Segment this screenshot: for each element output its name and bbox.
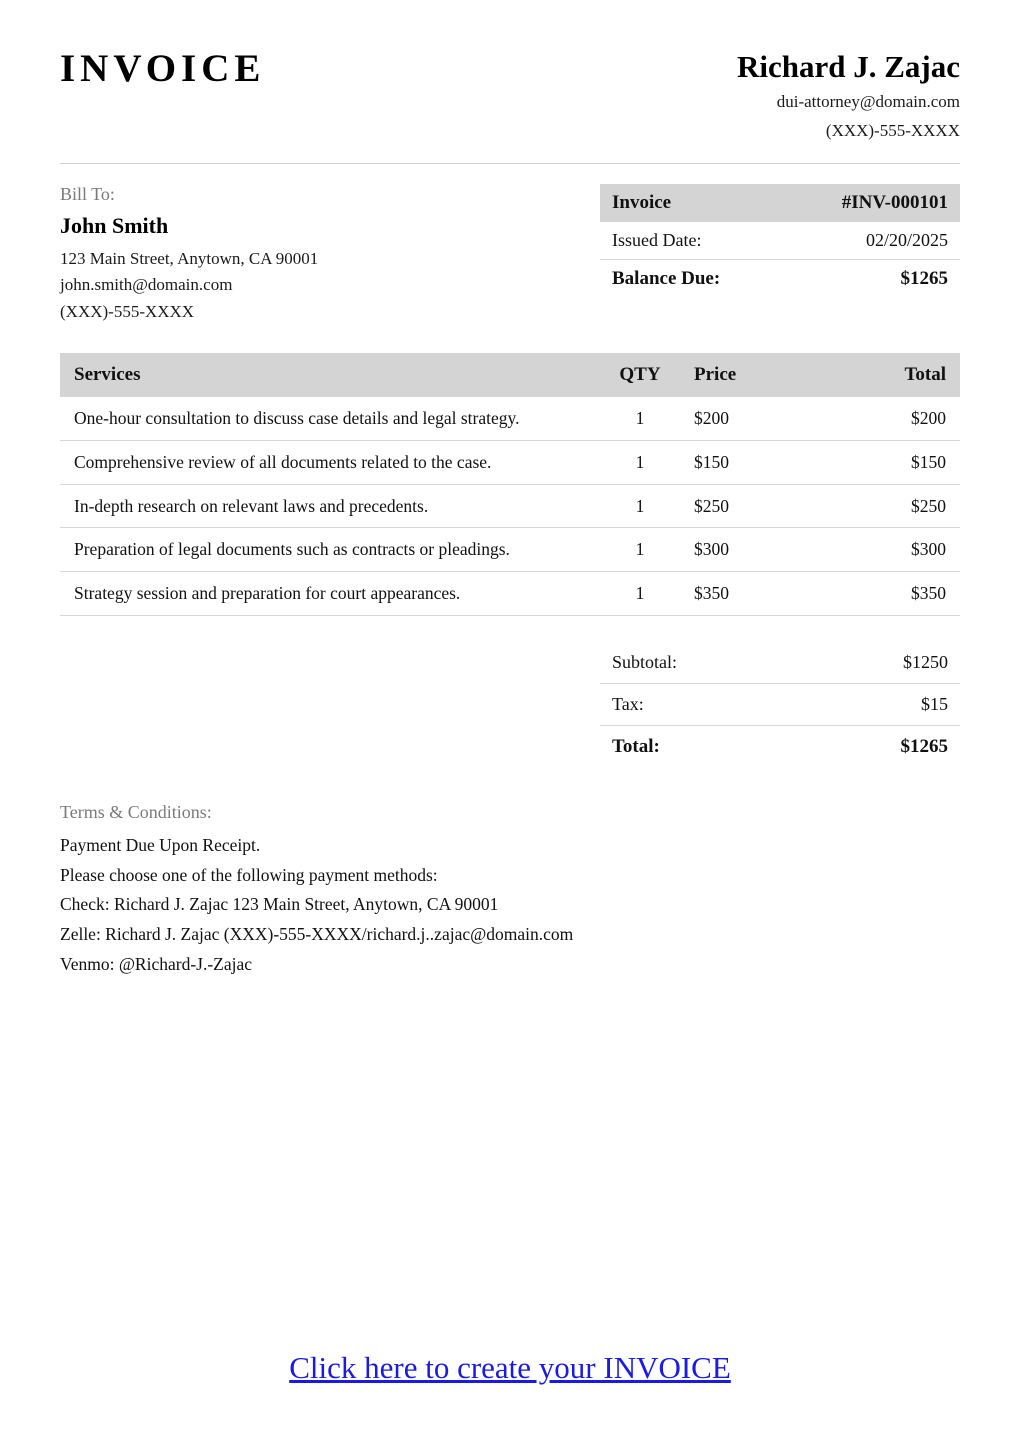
invoice-header — [60, 40, 960, 143]
invoice-label: Invoice — [612, 192, 672, 214]
issued-date-row — [600, 222, 960, 260]
table-row — [60, 440, 960, 484]
balance-due-row — [600, 260, 960, 298]
grand-total-label: Total: — [612, 735, 660, 757]
terms-line: Payment Due Upon Receipt. — [60, 834, 261, 855]
row-price: $300 — [680, 528, 800, 572]
terms-line: Zelle: Richard J. Zajac (XXX)-555-XXXX/richard.j..zajac@domain.com — [60, 924, 574, 945]
business-name: Richard J. Zajac — [736, 49, 960, 84]
tax-value: $15 — [921, 693, 948, 714]
tax-row — [600, 684, 960, 726]
row-total: $250 — [800, 484, 960, 528]
col-header-price: Price — [680, 353, 800, 397]
col-header-total: Total — [800, 353, 960, 397]
bill-and-meta — [60, 184, 960, 325]
row-price: $150 — [680, 440, 800, 484]
row-total: $200 — [800, 397, 960, 440]
invoice-number-row — [600, 184, 960, 222]
row-description: Comprehensive review of all documents related to the case. — [60, 440, 600, 484]
row-price: $200 — [680, 397, 800, 440]
subtotal-row — [600, 642, 960, 684]
row-description: Preparation of legal documents such as contracts or pleadings. — [60, 528, 600, 572]
row-qty: 1 — [600, 440, 680, 484]
invoice-meta-block — [600, 184, 960, 325]
totals-block — [600, 642, 960, 768]
subtotal-value: $1250 — [903, 651, 948, 672]
client-email: john.smith@domain.com — [60, 275, 233, 295]
row-qty: 1 — [600, 528, 680, 572]
page-title: INVOICE — [60, 47, 266, 90]
tax-label: Tax: — [612, 693, 644, 714]
row-qty: 1 — [600, 572, 680, 616]
balance-due-label: Balance Due: — [612, 268, 721, 290]
col-header-qty: QTY — [600, 353, 680, 397]
bill-to-block — [60, 184, 560, 325]
cta-container — [0, 1350, 1020, 1386]
subtotal-label: Subtotal: — [612, 651, 678, 672]
table-row — [60, 572, 960, 616]
terms-line: Check: Richard J. Zajac 123 Main Street, Anytown, CA 90001 — [60, 894, 499, 915]
services-table — [60, 353, 960, 616]
business-email: dui-attorney@domain.com — [776, 92, 960, 112]
terms-label: Terms & Conditions: — [60, 801, 212, 822]
balance-due-value: $1265 — [900, 268, 948, 290]
row-description: One-hour consultation to discuss case details and legal strategy. — [60, 397, 600, 440]
business-phone: (XXX)-555-XXXX — [825, 121, 960, 141]
table-row — [60, 484, 960, 528]
create-invoice-link[interactable]: Click here to create your INVOICE — [289, 1350, 731, 1385]
row-description: In-depth research on relevant laws and precedents. — [60, 484, 600, 528]
row-total: $150 — [800, 440, 960, 484]
issued-date-value: 02/20/2025 — [865, 230, 948, 251]
row-qty: 1 — [600, 484, 680, 528]
table-row — [60, 397, 960, 440]
row-qty: 1 — [600, 397, 680, 440]
row-price: $250 — [680, 484, 800, 528]
terms-line: Please choose one of the following payment methods: — [60, 864, 438, 885]
client-address: 123 Main Street, Anytown, CA 90001 — [60, 249, 319, 269]
grand-total-value: $1265 — [900, 735, 948, 757]
grand-total-row — [600, 726, 960, 768]
services-table-header-row — [60, 353, 960, 397]
terms-line: Venmo: @Richard-J.-Zajac — [60, 953, 253, 974]
col-header-services: Services — [60, 353, 600, 397]
table-row — [60, 528, 960, 572]
row-total: $350 — [800, 572, 960, 616]
row-total: $300 — [800, 528, 960, 572]
bill-to-label: Bill To: — [60, 184, 115, 205]
client-name: John Smith — [60, 213, 169, 239]
header-divider — [60, 163, 960, 164]
invoice-number: #INV-000101 — [841, 192, 948, 214]
client-phone: (XXX)-555-XXXX — [60, 301, 195, 321]
terms-block — [60, 802, 960, 980]
business-block — [737, 48, 960, 143]
row-description: Strategy session and preparation for court appearances. — [60, 572, 600, 616]
issued-date-label: Issued Date: — [612, 230, 702, 251]
row-price: $350 — [680, 572, 800, 616]
